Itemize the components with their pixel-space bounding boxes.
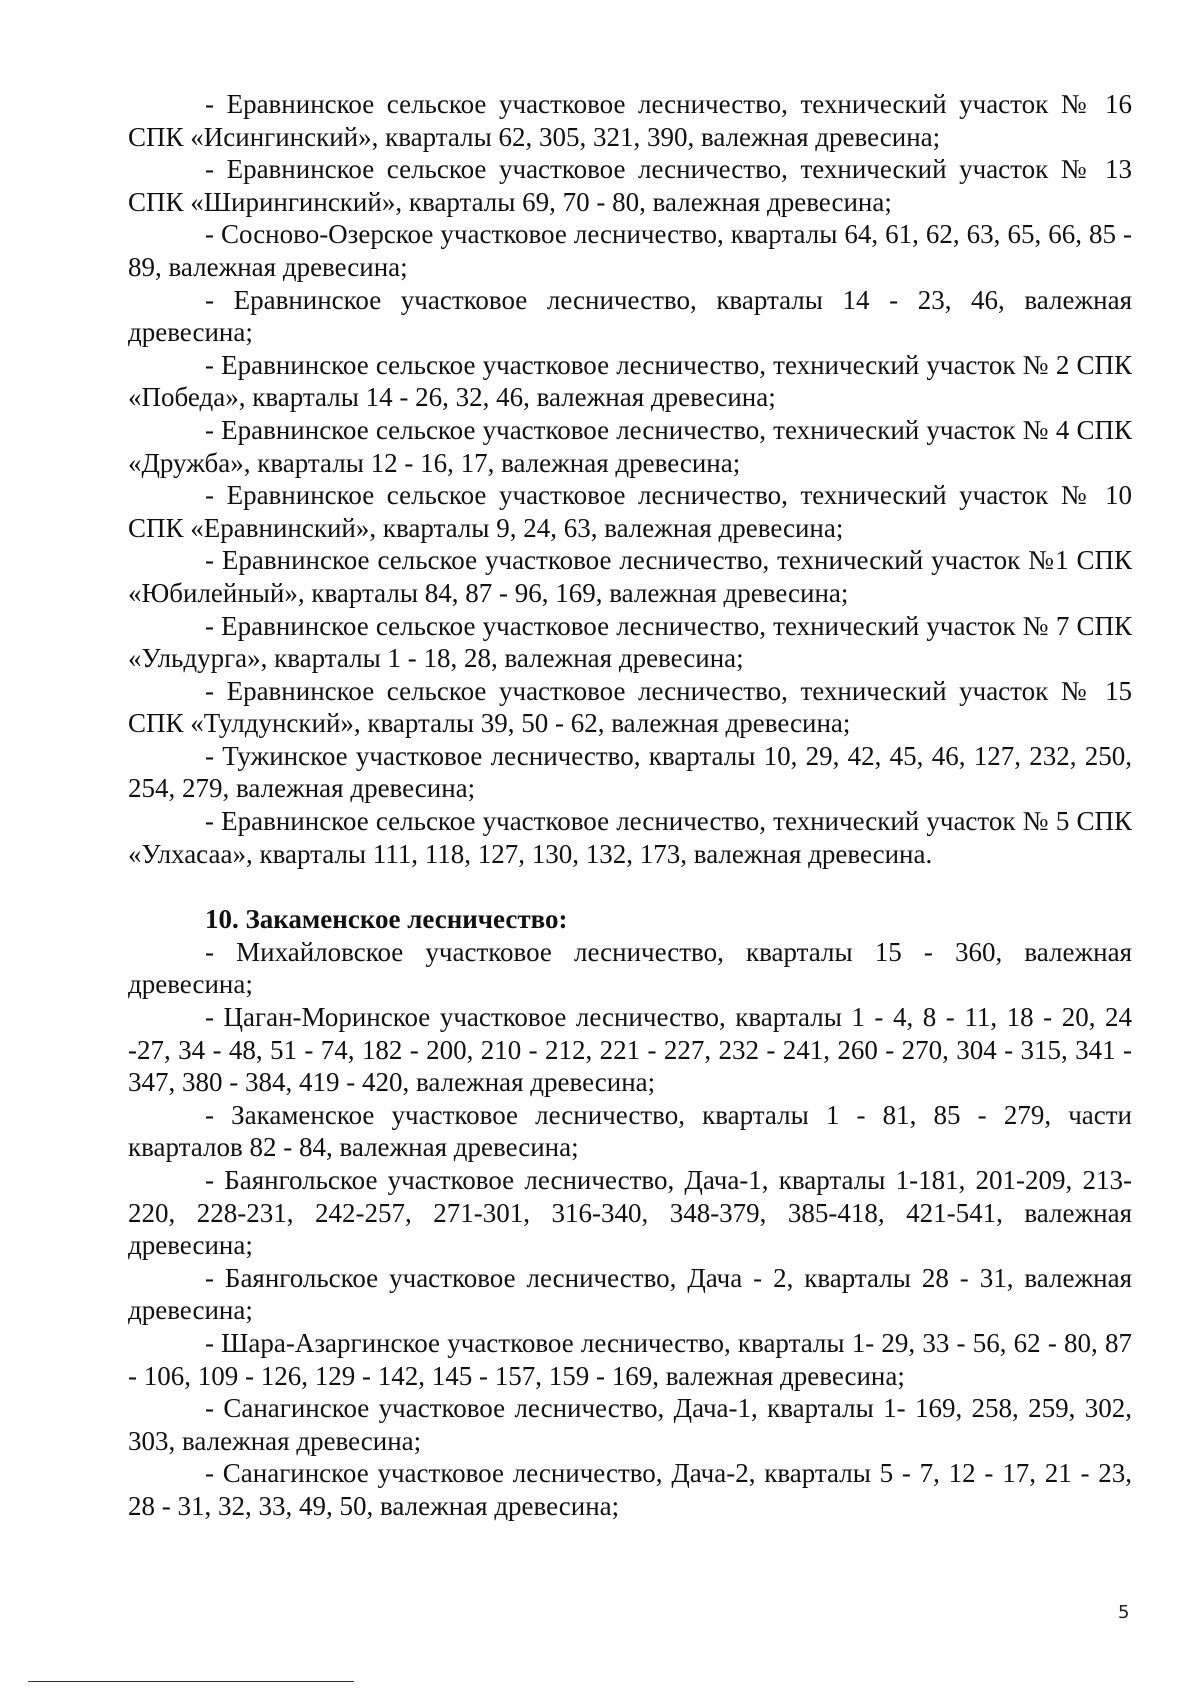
paragraph-list-bottom — [128, 936, 1132, 1523]
list-item: - Еравнинское сельское участковое лесничество, технический участок № 10 СПК «Еравнинский», кварталы 9, 24, 63, валежная древесина; — [128, 480, 1132, 543]
list-item: - Закаменское участковое лесничество, кварталы 1 - 81, 85 - 279, части кварталов 82 - 84, валежная древесина; — [128, 1099, 1132, 1163]
section-heading: 10. Закаменское лесничество: — [205, 904, 568, 935]
page-number: 5 — [1118, 1602, 1130, 1623]
list-item: - Баянгольское участковое лесничество, Дача-1, кварталы 1-181, 201-209, 213-220, 228-231, 242-257, 271-301, 316-340, 348-379, 385-418, 421-541, валежная древесина; — [128, 1165, 1132, 1261]
list-item: - Еравнинское сельское участковое лесничество, технический участок № 7 СПК «Ульдурга», кварталы 1 - 18, 28, валежная древесина; — [128, 610, 1132, 674]
list-item: - Санагинское участковое лесничество, Дача-1, кварталы 1- 169, 258, 259, 302, 303, валежная древесина; — [128, 1393, 1132, 1456]
list-item: - Еравнинское сельское участковое лесничество, технический участок № 15 СПК «Тулдунский», кварталы 39, 50 - 62, валежная древесина; — [128, 675, 1132, 739]
list-item: - Еравнинское сельское участковое лесничество, технический участок №1 СПК «Юбилейный», кварталы 84, 87 - 96, 169, валежная древесина; — [128, 545, 1132, 608]
list-item: - Баянгольское участковое лесничество, Дача - 2, кварталы 28 - 31, валежная древесина; — [128, 1262, 1132, 1326]
list-item: - Еравнинское сельское участковое лесничество, технический участок № 5 СПК «Улхасаа», кварталы 111, 118, 127, 130, 132, 173, валежная древесина. — [128, 806, 1132, 869]
list-item: - Еравнинское сельское участковое лесничество, технический участок № 2 СПК «Победа», кварталы 14 - 26, 32, 46, валежная древесина; — [128, 349, 1132, 413]
list-item: - Еравнинское сельское участковое лесничество, технический участок № 13 СПК «Ширингинский», кварталы 69, 70 - 80, валежная древесина; — [128, 154, 1132, 217]
document-body — [128, 88, 1132, 1523]
list-item: - Сосново-Озерское участковое лесничество, кварталы 64, 61, 62, 63, 65, 66, 85 - 89, валежная древесина; — [128, 219, 1132, 282]
paragraph-list-top — [128, 88, 1132, 870]
list-item: - Еравнинское сельское участковое лесничество, технический участок № 4 СПК «Дружба», кварталы 12 - 16, 17, валежная древесина; — [128, 414, 1132, 478]
list-item: - Шара-Азаргинское участковое лесничество, кварталы 1- 29, 33 - 56, 62 - 80, 87 - 106, 109 - 126, 129 - 142, 145 - 157, 159 - 169, валежная древесина; — [128, 1327, 1132, 1391]
list-item: - Михайловское участковое лесничество, кварталы 15 - 360, валежная древесина; — [128, 936, 1132, 1000]
list-item: - Тужинское участковое лесничество, кварталы 10, 29, 42, 45, 46, 127, 232, 250, 254, 279, валежная древесина; — [128, 740, 1132, 804]
list-item: - Еравнинское сельское участковое лесничество, технический участок № 16 СПК «Исингинский», кварталы 62, 305, 321, 390, валежная древесина; — [128, 89, 1132, 152]
footer-divider — [28, 1681, 354, 1682]
list-item: - Санагинское участковое лесничество, Дача-2, кварталы 5 - 7, 12 - 17, 21 - 23, 28 - 31, 32, 33, 49, 50, валежная древесина; — [128, 1458, 1132, 1521]
list-item: - Цаган-Моринское участковое лесничество, кварталы 1 - 4, 8 - 11, 18 - 20, 24 -27, 34 - 48, 51 - 74, 182 - 200, 210 - 212, 221 - 227, 232 - 241, 260 - 270, 304 - 315, 341 - 347, 380 - 384, 419 - 420, валежная древесина; — [128, 1002, 1132, 1098]
list-item: - Еравнинское участковое лесничество, кварталы 14 - 23, 46, валежная древесина; — [128, 284, 1132, 348]
